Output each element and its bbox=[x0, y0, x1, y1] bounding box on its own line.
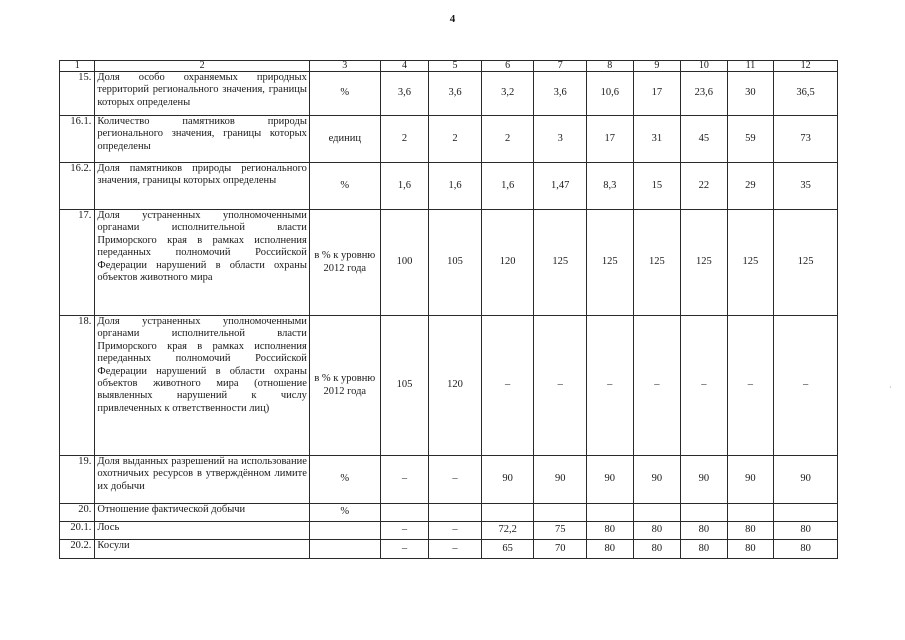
table-row bbox=[60, 522, 838, 540]
value-cell: 30 bbox=[727, 72, 774, 116]
unit-cell: единиц bbox=[309, 116, 380, 163]
value-cell: 1,6 bbox=[481, 163, 534, 210]
value-cell: 90 bbox=[534, 456, 587, 504]
value-cell: – bbox=[534, 316, 587, 456]
indicator-name: Доля устраненных уполномоченными органами исполнительной власти Приморского края в рамках исполнения переданных полномочий Российской Федерации нарушений в области охраны объектов животного мира bbox=[95, 210, 309, 316]
row-number: 16.2. bbox=[60, 163, 95, 210]
value-cell: 90 bbox=[727, 456, 774, 504]
value-cell: 45 bbox=[681, 116, 728, 163]
value-cell: 80 bbox=[587, 522, 634, 540]
unit-cell: в % к уровню 2012 года bbox=[309, 210, 380, 316]
value-cell: 80 bbox=[681, 540, 728, 559]
row-number: 15. bbox=[60, 72, 95, 116]
value-cell: 75 bbox=[534, 522, 587, 540]
value-cell: 59 bbox=[727, 116, 774, 163]
indicator-name: Доля памятников природы регионального значения, границы которых определены bbox=[95, 163, 309, 210]
value-cell: 105 bbox=[380, 316, 429, 456]
value-cell: 23,6 bbox=[681, 72, 728, 116]
indicator-name: Лось bbox=[95, 522, 309, 540]
row-number: 17. bbox=[60, 210, 95, 316]
value-cell: 90 bbox=[587, 456, 634, 504]
column-header: 1 bbox=[60, 61, 95, 72]
value-cell: 120 bbox=[429, 316, 482, 456]
value-cell: – bbox=[429, 540, 482, 559]
value-cell: 1,6 bbox=[429, 163, 482, 210]
value-cell: 22 bbox=[681, 163, 728, 210]
unit-cell bbox=[309, 522, 380, 540]
column-header: 7 bbox=[534, 61, 587, 72]
value-cell: 90 bbox=[774, 456, 838, 504]
row-number: 18. bbox=[60, 316, 95, 456]
value-cell: 125 bbox=[633, 210, 681, 316]
row-number: 16.1. bbox=[60, 116, 95, 163]
indicator-name: Доля выданных разрешений на использование охотничьих ресурсов в утверждённом лимите их добычи bbox=[95, 456, 309, 504]
table-row bbox=[60, 163, 838, 210]
value-cell: 90 bbox=[633, 456, 681, 504]
table-row bbox=[60, 210, 838, 316]
table-row bbox=[60, 316, 838, 456]
value-cell: – bbox=[429, 522, 482, 540]
value-cell: – bbox=[380, 522, 429, 540]
margin-mark: · bbox=[889, 383, 892, 392]
indicator-name: Доля устраненных уполномоченными органами исполнительной власти Приморского края в рамках исполнения переданных полномочий Российской Федерации нарушений в области охраны объектов животного мира (отношение выявленных нарушений к числу привлеченных к ответственности лиц) bbox=[95, 316, 309, 456]
value-cell: 1,47 bbox=[534, 163, 587, 210]
column-header: 12 bbox=[774, 61, 838, 72]
value-cell: 125 bbox=[534, 210, 587, 316]
table-row bbox=[60, 116, 838, 163]
value-cell: 80 bbox=[774, 522, 838, 540]
value-cell: 80 bbox=[633, 522, 681, 540]
value-cell: 70 bbox=[534, 540, 587, 559]
indicators-table bbox=[59, 60, 838, 559]
value-cell: 3 bbox=[534, 116, 587, 163]
value-cell: – bbox=[587, 316, 634, 456]
header-row bbox=[60, 61, 838, 72]
value-cell: 80 bbox=[774, 540, 838, 559]
value-cell bbox=[429, 504, 482, 522]
value-cell bbox=[633, 504, 681, 522]
value-cell: 100 bbox=[380, 210, 429, 316]
value-cell: 80 bbox=[727, 540, 774, 559]
value-cell: 105 bbox=[429, 210, 482, 316]
column-header: 2 bbox=[95, 61, 309, 72]
value-cell: 17 bbox=[633, 72, 681, 116]
indicator-name: Косули bbox=[95, 540, 309, 559]
table-row bbox=[60, 72, 838, 116]
value-cell: 125 bbox=[587, 210, 634, 316]
value-cell: – bbox=[774, 316, 838, 456]
value-cell: 125 bbox=[727, 210, 774, 316]
value-cell: 125 bbox=[681, 210, 728, 316]
indicator-name: Количество памятников природы регионального значения, границы которых определены bbox=[95, 116, 309, 163]
column-header: 4 bbox=[380, 61, 429, 72]
value-cell: 3,6 bbox=[534, 72, 587, 116]
value-cell: 10,6 bbox=[587, 72, 634, 116]
row-number: 19. bbox=[60, 456, 95, 504]
column-header: 3 bbox=[309, 61, 380, 72]
value-cell: – bbox=[633, 316, 681, 456]
unit-cell: % bbox=[309, 456, 380, 504]
row-number: 20. bbox=[60, 504, 95, 522]
value-cell: 31 bbox=[633, 116, 681, 163]
value-cell: – bbox=[380, 540, 429, 559]
value-cell bbox=[681, 504, 728, 522]
value-cell: 35 bbox=[774, 163, 838, 210]
value-cell: 15 bbox=[633, 163, 681, 210]
page-number: 4 bbox=[449, 13, 456, 25]
unit-cell: в % к уровню 2012 года bbox=[309, 316, 380, 456]
value-cell bbox=[587, 504, 634, 522]
value-cell: 80 bbox=[727, 522, 774, 540]
indicator-name: Доля особо охраняемых природных территорий регионального значения, границы которых определены bbox=[95, 72, 309, 116]
value-cell: 17 bbox=[587, 116, 634, 163]
value-cell: – bbox=[727, 316, 774, 456]
value-cell bbox=[534, 504, 587, 522]
column-header: 11 bbox=[727, 61, 774, 72]
row-number: 20.1. bbox=[60, 522, 95, 540]
column-header: 10 bbox=[681, 61, 728, 72]
table-row bbox=[60, 504, 838, 522]
value-cell: 2 bbox=[380, 116, 429, 163]
value-cell: 2 bbox=[481, 116, 534, 163]
value-cell bbox=[774, 504, 838, 522]
column-header: 6 bbox=[481, 61, 534, 72]
value-cell: – bbox=[429, 456, 482, 504]
value-cell: 36,5 bbox=[774, 72, 838, 116]
value-cell: 3,6 bbox=[380, 72, 429, 116]
unit-cell bbox=[309, 540, 380, 559]
value-cell bbox=[727, 504, 774, 522]
value-cell: 80 bbox=[633, 540, 681, 559]
value-cell: 90 bbox=[681, 456, 728, 504]
value-cell: 3,6 bbox=[429, 72, 482, 116]
value-cell: – bbox=[681, 316, 728, 456]
value-cell: 1,6 bbox=[380, 163, 429, 210]
column-header: 5 bbox=[429, 61, 482, 72]
value-cell: – bbox=[481, 316, 534, 456]
unit-cell: % bbox=[309, 504, 380, 522]
column-header: 8 bbox=[587, 61, 634, 72]
value-cell: – bbox=[380, 456, 429, 504]
column-header: 9 bbox=[633, 61, 681, 72]
value-cell: 65 bbox=[481, 540, 534, 559]
value-cell: 90 bbox=[481, 456, 534, 504]
value-cell: 80 bbox=[587, 540, 634, 559]
unit-cell: % bbox=[309, 163, 380, 210]
unit-cell: % bbox=[309, 72, 380, 116]
value-cell: 73 bbox=[774, 116, 838, 163]
value-cell bbox=[481, 504, 534, 522]
value-cell: 29 bbox=[727, 163, 774, 210]
value-cell: 2 bbox=[429, 116, 482, 163]
table-row bbox=[60, 456, 838, 504]
value-cell: 120 bbox=[481, 210, 534, 316]
value-cell bbox=[380, 504, 429, 522]
value-cell: 8,3 bbox=[587, 163, 634, 210]
value-cell: 72,2 bbox=[481, 522, 534, 540]
value-cell: 3,2 bbox=[481, 72, 534, 116]
row-number: 20.2. bbox=[60, 540, 95, 559]
table-row bbox=[60, 540, 838, 559]
indicator-name: Отношение фактической добычи bbox=[95, 504, 309, 522]
value-cell: 125 bbox=[774, 210, 838, 316]
value-cell: 80 bbox=[681, 522, 728, 540]
